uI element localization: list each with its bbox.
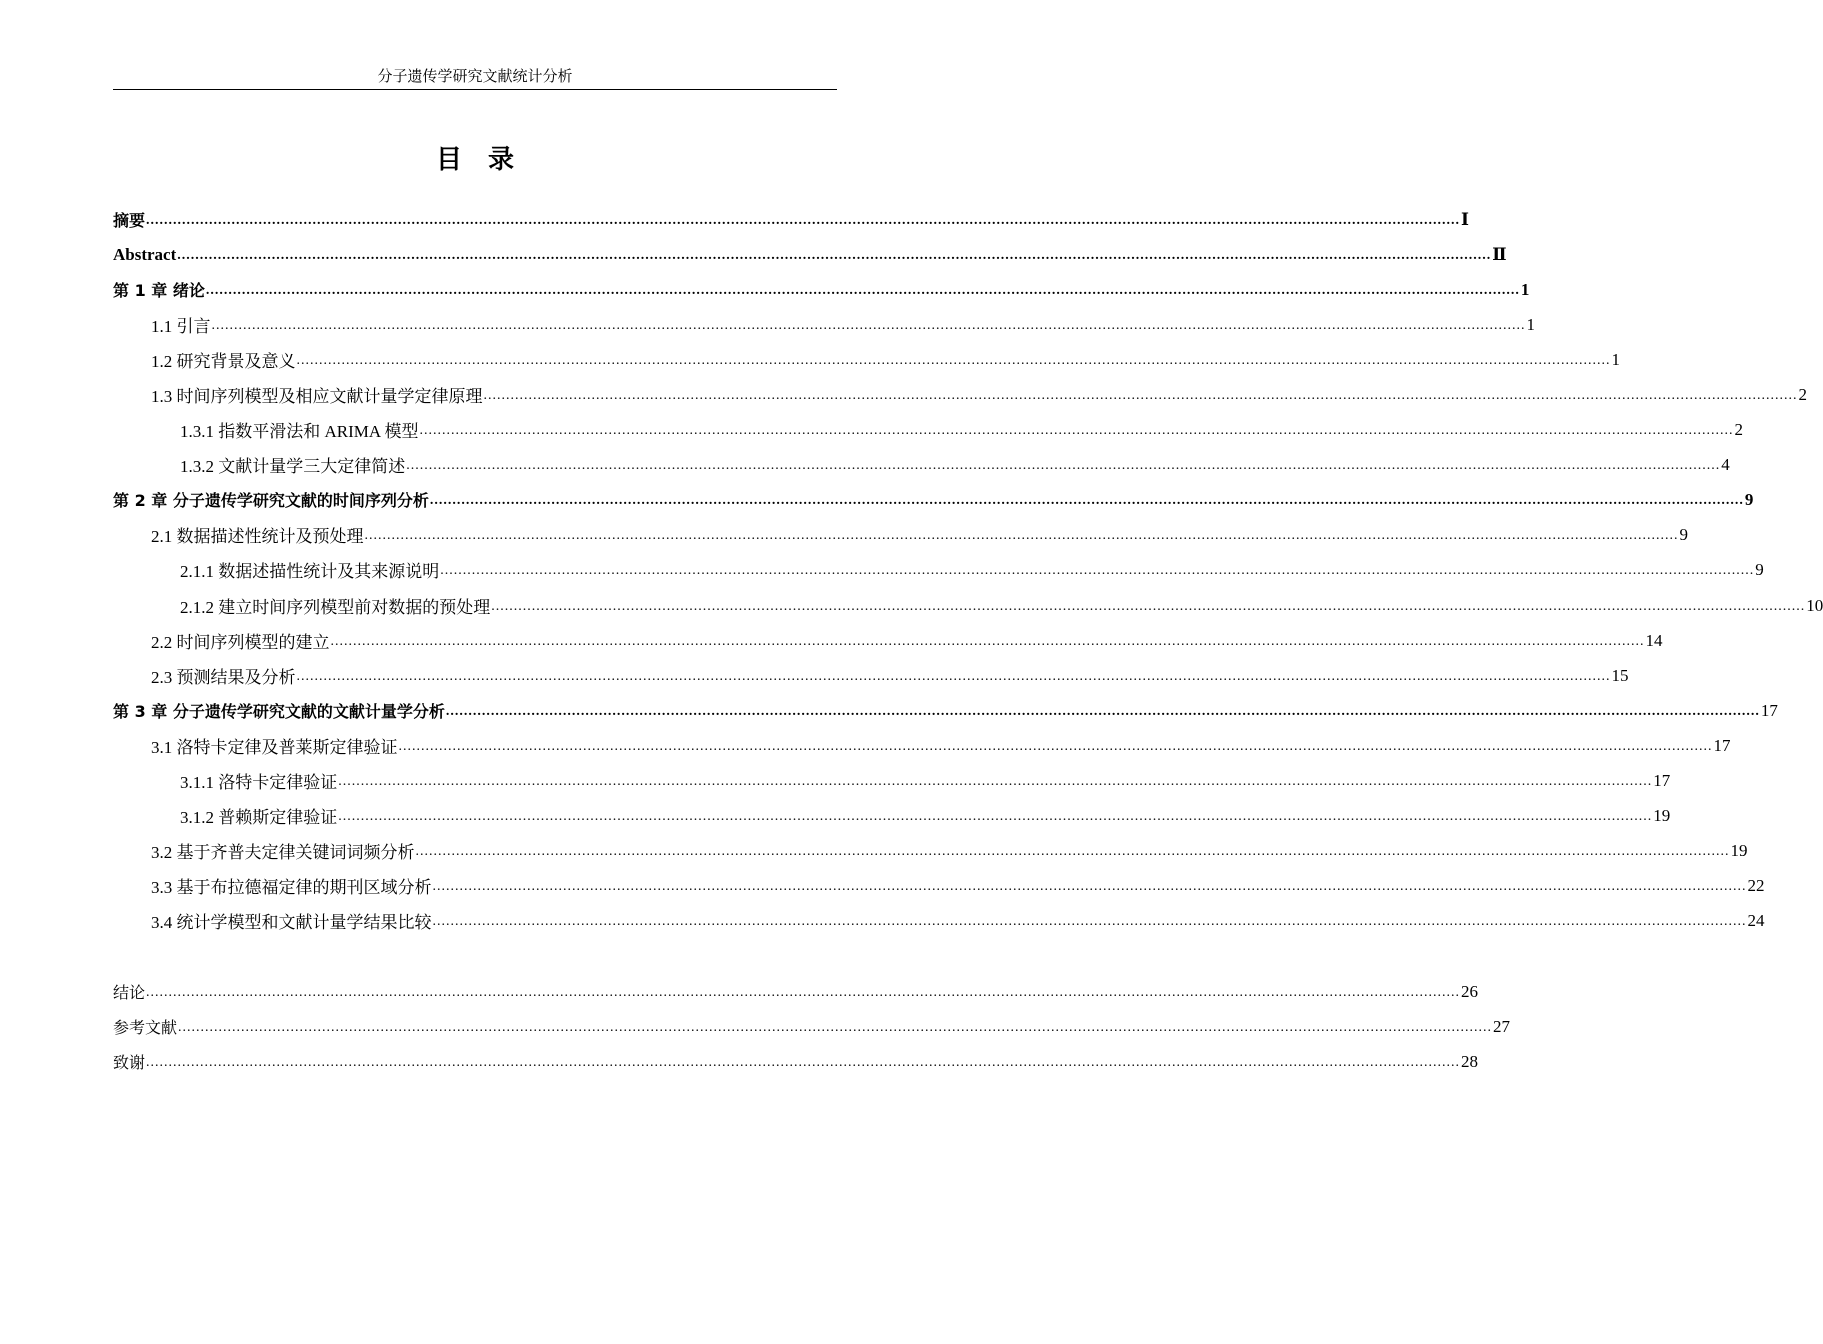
dot-leader: .................................................................................................................................................................................................................................................................................................... xyxy=(406,458,1721,473)
toc-entry-section-3-3[interactable] xyxy=(151,868,1765,903)
toc-page-number: 28 xyxy=(1461,1051,1479,1071)
toc-entry-label: 1.3 时间序列模型及相应文献计量学定律原理 xyxy=(151,387,483,406)
dot-leader: .................................................................................................................................................................................................................................................................................................... xyxy=(146,213,1461,228)
toc-page-number: 15 xyxy=(1611,665,1629,685)
toc-entry-label: 第 2 章 分子遗传学研究文献的时间序列分析 xyxy=(113,491,429,510)
dot-leader: .................................................................................................................................................................................................................................................................................................... xyxy=(491,599,1806,614)
dot-leader: .................................................................................................................................................................................................................................................................................................... xyxy=(483,388,1798,403)
toc-page-number: 26 xyxy=(1461,981,1479,1001)
toc-page-number: 2 xyxy=(1734,419,1743,439)
toc-entry-conclusion[interactable] xyxy=(113,974,1479,1009)
running-header-title: 分子遗传学研究文献统计分析 xyxy=(377,69,573,85)
toc-entry-label: 参考文献 xyxy=(113,1018,178,1037)
dot-leader: .................................................................................................................................................................................................................................................................................................... xyxy=(445,704,1760,719)
toc-page-number: 10 xyxy=(1806,595,1823,615)
toc-page-number: 9 xyxy=(1744,489,1754,509)
dot-leader: .................................................................................................................................................................................................................................................................................................... xyxy=(398,739,1713,754)
toc-entry-label: 摘要 xyxy=(113,211,146,230)
toc-entry-label: 致谢 xyxy=(113,1053,146,1072)
dot-leader: .................................................................................................................................................................................................................................................................................................... xyxy=(211,318,1526,333)
toc-entry-acknowledgements[interactable] xyxy=(113,1044,1479,1079)
toc-entry-label: 2.1 数据描述性统计及预处理 xyxy=(151,527,364,546)
toc-entry-label: 3.1.2 普赖斯定律验证 xyxy=(180,808,338,827)
toc-entry-section-2-2[interactable] xyxy=(151,623,1663,658)
toc-entry-label: 3.4 统计学模型和文献计量学结果比较 xyxy=(151,913,432,932)
toc-entry-label: 2.2 时间序列模型的建立 xyxy=(151,633,330,652)
toc-entry-section-3-1-1[interactable] xyxy=(180,763,1671,798)
toc-page-number: 9 xyxy=(1679,524,1688,544)
toc-entry-label: 3.3 基于布拉德福定律的期刊区域分析 xyxy=(151,878,432,897)
toc-entry-abstract-en[interactable] xyxy=(113,237,1507,272)
toc-entry-label: 3.1.1 洛特卡定律验证 xyxy=(180,773,338,792)
toc-page-number: 14 xyxy=(1645,630,1663,650)
toc-page-number: 9 xyxy=(1755,559,1764,579)
toc-entry-section-2-1-1[interactable] xyxy=(180,552,1764,587)
toc-page-number: 1 xyxy=(1611,349,1620,369)
dot-leader: .................................................................................................................................................................................................................................................................................................... xyxy=(338,809,1653,824)
dot-leader: .................................................................................................................................................................................................................................................................................................... xyxy=(296,353,1611,368)
toc-entry-label: 结论 xyxy=(113,983,146,1002)
toc-entry-label: 第 3 章 分子遗传学研究文献的文献计量学分析 xyxy=(113,702,445,721)
toc-page-number: 24 xyxy=(1747,910,1765,930)
toc-entry-label: 1.3.2 文献计量学三大定律简述 xyxy=(180,457,406,476)
toc-entry-section-2-1[interactable] xyxy=(151,517,1688,552)
toc-entry-references[interactable] xyxy=(113,1009,1511,1044)
dot-leader: .................................................................................................................................................................................................................................................................................................... xyxy=(364,528,1679,543)
toc-page-number: 1 xyxy=(1520,279,1530,299)
toc-page-number: Ⅰ xyxy=(1461,209,1469,229)
toc-entry-section-2-1-2[interactable] xyxy=(180,588,1823,623)
toc-page-number: 19 xyxy=(1730,840,1748,860)
toc-entry-label: 2.1.1 数据述描性统计及其来源说明 xyxy=(180,562,440,581)
toc-entry-section-3-2[interactable] xyxy=(151,833,1748,868)
toc-entry-section-1-3-1[interactable] xyxy=(180,412,1743,447)
toc-page-number: 27 xyxy=(1493,1016,1511,1036)
toc-entry-section-1-1[interactable] xyxy=(151,307,1535,342)
toc-entry-section-3-1-2[interactable] xyxy=(180,798,1671,833)
toc-entry-chapter-2[interactable] xyxy=(113,482,1754,517)
dot-leader: .................................................................................................................................................................................................................................................................................................... xyxy=(432,914,1747,929)
dot-leader: .................................................................................................................................................................................................................................................................................................... xyxy=(146,985,1461,1000)
toc-page-number: Ⅱ xyxy=(1492,244,1507,264)
dot-leader: .................................................................................................................................................................................................................................................................................................... xyxy=(415,844,1730,859)
toc-entry-section-3-4[interactable] xyxy=(151,903,1765,938)
toc-entry-label: 1.1 引言 xyxy=(151,317,211,336)
dot-leader: .................................................................................................................................................................................................................................................................................................... xyxy=(419,423,1734,438)
dot-leader: .................................................................................................................................................................................................................................................................................................... xyxy=(296,669,1611,684)
toc-entry-label: 2.3 预测结果及分析 xyxy=(151,668,296,687)
dot-leader: .................................................................................................................................................................................................................................................................................................... xyxy=(440,563,1755,578)
dot-leader: .................................................................................................................................................................................................................................................................................................... xyxy=(146,1055,1461,1070)
toc-entry-label: 3.1 洛特卡定律及普莱斯定律验证 xyxy=(151,738,398,757)
toc-entry-chapter-3[interactable] xyxy=(113,693,1778,728)
dot-leader: .................................................................................................................................................................................................................................................................................................... xyxy=(205,283,1520,298)
toc-page-number: 17 xyxy=(1653,770,1671,790)
toc-entry-section-2-3[interactable] xyxy=(151,658,1629,693)
toc-page-number: 19 xyxy=(1653,805,1671,825)
toc-entry-section-1-2[interactable] xyxy=(151,342,1620,377)
toc-entry-label: 第 1 章 绪论 xyxy=(113,281,205,300)
toc-entry-label: Abstract xyxy=(113,244,177,264)
dot-leader: .................................................................................................................................................................................................................................................................................................... xyxy=(338,774,1653,789)
toc-entry-chapter-1[interactable] xyxy=(113,272,1530,307)
dot-leader: .................................................................................................................................................................................................................................................................................................... xyxy=(330,634,1645,649)
toc-page-number: 1 xyxy=(1526,314,1535,334)
dot-leader: .................................................................................................................................................................................................................................................................................................... xyxy=(429,493,1744,508)
toc-entry-abstract-cn[interactable] xyxy=(113,202,1469,237)
dot-leader: .................................................................................................................................................................................................................................................................................................... xyxy=(432,879,1747,894)
toc-entry-section-1-3-2[interactable] xyxy=(180,447,1730,482)
dot-leader: .................................................................................................................................................................................................................................................................................................... xyxy=(177,248,1492,263)
toc-entry-label: 3.2 基于齐普夫定律关键词词频分析 xyxy=(151,843,415,862)
toc-entry-section-1-3[interactable] xyxy=(151,377,1807,412)
running-header xyxy=(113,68,837,90)
toc-entry-label: 1.2 研究背景及意义 xyxy=(151,352,296,371)
dot-leader: .................................................................................................................................................................................................................................................................................................... xyxy=(178,1020,1493,1035)
toc-entry-label: 1.3.1 指数平滑法和 ARIMA 模型 xyxy=(180,422,419,441)
toc-page-number: 22 xyxy=(1747,875,1765,895)
toc-page-number: 2 xyxy=(1798,384,1807,404)
toc-entry-label: 2.1.2 建立时间序列模型前对数据的预处理 xyxy=(180,598,491,617)
toc-entry-section-3-1[interactable] xyxy=(151,728,1731,763)
toc-page-number: 17 xyxy=(1760,700,1778,720)
toc-page-number: 4 xyxy=(1721,454,1730,474)
toc-page-number: 17 xyxy=(1713,735,1731,755)
toc-title: 目录 xyxy=(435,145,540,175)
